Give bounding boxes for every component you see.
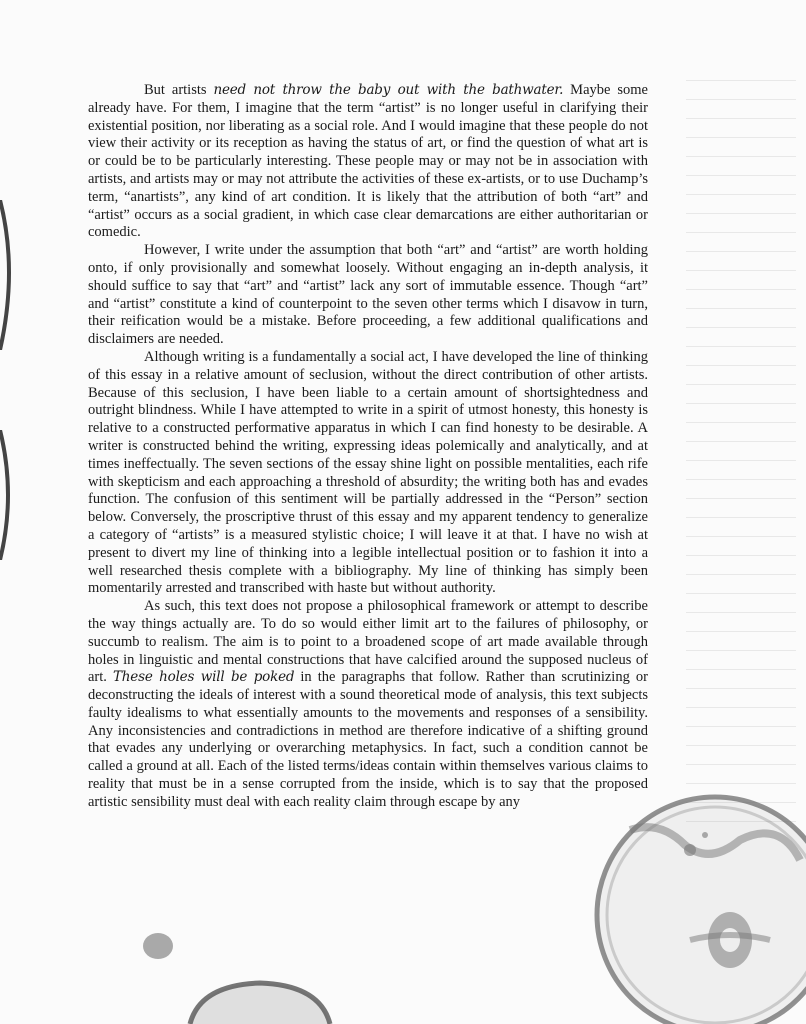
handwritten-emphasis: need not throw the baby out with the bathwater. (213, 82, 564, 98)
coffee-ring-stain (590, 790, 806, 1024)
essay-body (88, 82, 648, 812)
bleed-through-text (676, 80, 806, 920)
paragraph-3: Although writing is a fundamentally a social act, I have developed the line of thinking of this essay in a relative amount of seclusion, without the direct contribution of other artists. Because of this seclusion, I have been liable to a certain amount of shortsightedness and outright blindness. While I have attempted to write in a spirit of utmost honesty, this honesty is relative to a constructed performative apparatus in which I can find honesty to be desirable. A writer is constructed behind the writing, expressing ideas polemically and analytically, and at times ineffectually. The seven sections of the essay shine light on possible mentalities, each rife with skepticism and each approaching a threshold of absurdity; the writing both has and evades function. The confusion of this sentiment will be partially addressed in the “Person” section below. Conversely, the proscriptive thrust of this essay and my apparent tendency to generalize a category of “artists” is a measured stylistic choice; I will leave it at that. I have no wish at present to divert my line of thinking into a legible intellectual position or to fashion it into a well researched thesis complete with a bibliography. My line of thinking has simply been momentarily arrested and transcribed with haste but without authority. (88, 348, 648, 597)
paragraph-2: However, I write under the assumption that both “art” and “artist” are worth holding onto, if only provisionally and somewhat loosely. Without engaging an in-depth analysis, it should suffice to say that “art” and “artist” lack any sort of immutable essence. Though “art” and “artist” constitute a kind of counterpoint to the seven other terms which I disavow in turn, their reification would be a mistake. Before proceeding, a few additional qualifications and disclaimers are needed. (88, 242, 648, 348)
bottom-stain (180, 975, 340, 1024)
paragraph-1: But artists need not throw the baby out with the bathwater. Maybe some already have. For them, I imagine that the term “artist” is no longer useful in clarifying their existential position, nor liberating as a social role. And I would imagine that these people do not view their activity or its reception as having the status of art, or find the question of what art is or could be to be particularly interesting. These people may or may not be in association with artists, and artists may or may not attribute the activities of these ex-artists, or to use Duchamp’s term, “anartists”, any kind of art condition. It is likely that the attribution of both “art” and “artist” occurs as a social gradient, in which case clear demarcations are either authoritarian or comedic. (88, 82, 648, 241)
left-edge-stain-bottom (0, 430, 18, 560)
left-edge-stain-top (0, 200, 20, 350)
small-spot (138, 928, 178, 964)
paragraph-4: As such, this text does not propose a philosophical framework or attempt to describe the way things actually are. To do so would either limit art to the failures of philosophy, or succumb to realism. The aim is to point to a broadened scope of art made available through holes in linguistic and mental constructions that have calcified around the supposed nucleus of art. These holes will be poked in the paragraphs that follow. Rather than scrutinizing or deconstructing the ideals of interest with a sound theoretical mode of analysis, this text subjects faulty idealisms to what essentially amounts to the movements and responses of a sensibility. Any inconsistencies and contradictions in method are therefore indicative of a shifting ground that evades any underlying or overarching metaphysics. In fact, such a condition cannot be called a ground at all. Each of the listed terms/ideas contain within themselves various claims to reality that must be in a sense corrupted from the inside, which is to say that the proposed artistic sensibility must deal with each reality claim through escape by any (88, 598, 648, 810)
handwritten-emphasis: These holes will be poked (113, 669, 295, 686)
